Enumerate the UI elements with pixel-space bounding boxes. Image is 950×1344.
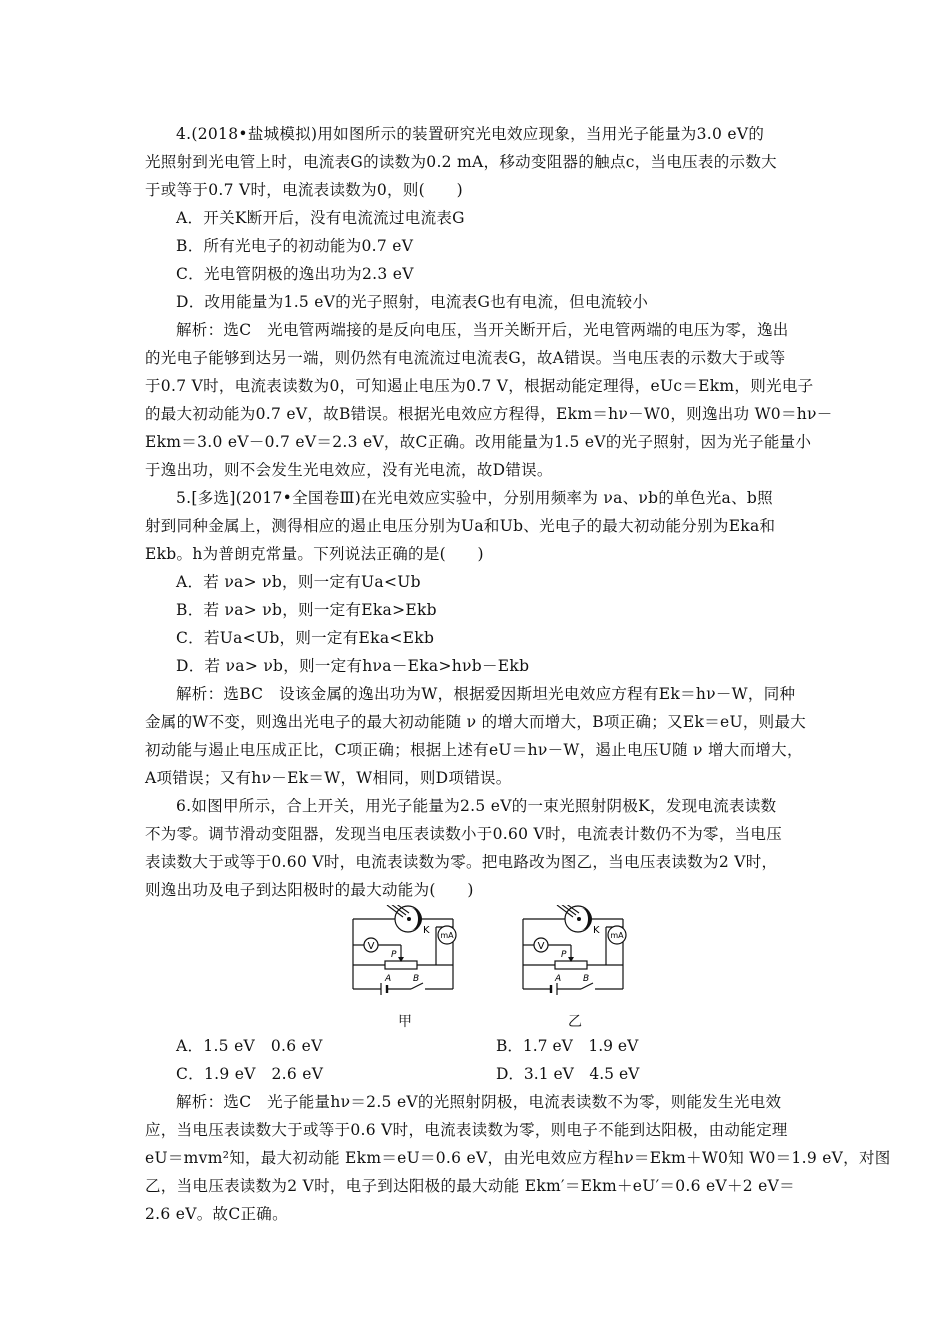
q6-stem-line-4: 则逸出功及电子到达阳极时的最大动能为( ) bbox=[145, 881, 474, 899]
q4-option-b: B．所有光电子的初动能为0.7 eV bbox=[176, 237, 414, 255]
voltmeter-label: V bbox=[537, 941, 545, 952]
figure-caption-yi: 乙 bbox=[568, 1014, 582, 1030]
end-b-label: B bbox=[413, 974, 420, 984]
q5-stem-line-1: 5.[多选](2017•全国卷Ⅲ)在光电效应实验中，分别用频率为 νa、νb的单色光a、b照 bbox=[176, 489, 773, 507]
slider-label: P bbox=[561, 950, 567, 960]
cathode-label: K bbox=[593, 925, 600, 936]
q4-stem-line-3: 于或等于0.7 V时，电流表读数为0，则( ) bbox=[145, 181, 463, 199]
q5-analysis-line-1: 解析：选BC 设该金属的逸出功为W，根据爱因斯坦光电效应方程有Ek＝hν－W，同种 bbox=[176, 685, 796, 703]
q6-analysis-line-2: 应，当电压表读数大于或等于0.6 V时，电流表读数为零，则电子不能到达阳极，由动能定理 bbox=[145, 1121, 788, 1139]
q5-option-c: C．若Ua<Ub，则一定有Eka<Ekb bbox=[176, 629, 435, 647]
q6-option-a: A．1.5 eV 0.6 eV bbox=[176, 1037, 323, 1055]
q4-analysis-line-4: 的最大初动能为0.7 eV，故B错误。根据光电效应方程得，Ekm＝hν－W0，则逸出功 W0＝hν－ bbox=[145, 405, 833, 423]
ammeter-label: mA bbox=[610, 931, 624, 940]
q4-analysis-line-2: 的光电子能够到达另一端，则仍然有电流流过电流表G，故A错误。当电压表的示数大于或等 bbox=[145, 349, 786, 367]
circuit-diagram-jia bbox=[345, 905, 465, 1015]
voltmeter-label: V bbox=[367, 941, 375, 952]
q6-analysis-line-5: 2.6 eV。故C正确。 bbox=[145, 1205, 288, 1223]
q6-option-b: B．1.7 eV 1.9 eV bbox=[496, 1037, 639, 1055]
q6-stem-line-3: 表读数大于或等于0.60 V时，电流表读数为零。把电路改为图乙，当电压表读数为2 V时， bbox=[145, 853, 778, 871]
q4-option-c: C．光电管阴极的逸出功为2.3 eV bbox=[176, 265, 414, 283]
circuit-figure-yi bbox=[515, 905, 635, 1030]
q5-stem-line-2: 射到同种金属上，测得相应的遏止电压分别为Ua和Ub、光电子的最大初动能分别为Eka和 bbox=[145, 517, 776, 535]
q4-analysis-line-6: 于逸出功，则不会发生光电效应，没有光电流，故D错误。 bbox=[145, 461, 553, 479]
circuit-figures bbox=[345, 905, 645, 1030]
q6-analysis-line-3: eU＝mvm²知，最大初动能 Ekm＝eU＝0.6 eV，由光电效应方程hν＝Ekm＋W0知 W0＝1.9 eV，对图 bbox=[145, 1149, 891, 1167]
figure-caption-jia: 甲 bbox=[398, 1014, 412, 1030]
ammeter-label: mA bbox=[440, 931, 454, 940]
slider-label: P bbox=[391, 950, 397, 960]
end-a-label: A bbox=[385, 974, 392, 984]
q6-stem-line-1: 6.如图甲所示，合上开关，用光子能量为2.5 eV的一束光照射阴极K，发现电流表读数 bbox=[176, 797, 777, 815]
q4-option-d: D．改用能量为1.5 eV的光子照射，电流表G也有电流，但电流较小 bbox=[176, 293, 649, 311]
q4-analysis-line-5: Ekm＝3.0 eV－0.7 eV＝2.3 eV，故C正确。改用能量为1.5 eV的光子照射，因为光子能量小 bbox=[145, 433, 812, 451]
cathode-label: K bbox=[423, 925, 430, 936]
q4-analysis-line-1: 解析：选C 光电管两端接的是反向电压，当开关断开后，光电管两端的电压为零，逸出 bbox=[176, 321, 789, 339]
q4-option-a: A．开关K断开后，没有电流流过电流表G bbox=[176, 209, 465, 227]
q6-option-c: C．1.9 eV 2.6 eV bbox=[176, 1065, 324, 1083]
end-a-label: A bbox=[555, 974, 562, 984]
circuit-figure-jia bbox=[345, 905, 465, 1030]
q5-analysis-line-3: 初动能与遏止电压成正比，C项正确；根据上述有eU＝hν－W，遏止电压U随 ν 增大而增大， bbox=[145, 741, 803, 759]
q4-analysis-line-3: 于0.7 V时，电流表读数为0，可知遏止电压为0.7 V，根据动能定理得，eUc＝Ekm，则光电子 bbox=[145, 377, 814, 395]
q5-analysis-line-2: 金属的W不变，则逸出光电子的最大初动能随 ν 的增大而增大，B项正确；又Ek＝eU，则最大 bbox=[145, 713, 807, 731]
end-b-label: B bbox=[583, 974, 590, 984]
q5-analysis-line-4: A项错误；又有hν－Ek＝W，W相同，则D项错误。 bbox=[145, 769, 512, 787]
q6-stem-line-2: 不为零。调节滑动变阻器，发现当电压表读数小于0.60 V时，电流表计数仍不为零，当电压 bbox=[145, 825, 783, 843]
q6-option-d: D．3.1 eV 4.5 eV bbox=[496, 1065, 640, 1083]
q5-stem-line-3: Ekb。h为普朗克常量。下列说法正确的是( ) bbox=[145, 545, 484, 563]
q4-stem-line-2: 光照射到光电管上时，电流表G的读数为0.2 mA，移动变阻器的触点c，当电压表的示数大 bbox=[145, 153, 777, 171]
circuit-diagram-yi bbox=[515, 905, 635, 1015]
q4-stem-line-1: 4.(2018•盐城模拟)用如图所示的装置研究光电效应现象，当用光子能量为3.0 eV的 bbox=[176, 125, 765, 143]
q5-option-b: B．若 νa> νb，则一定有Eka>Ekb bbox=[176, 601, 437, 619]
q6-analysis-line-1: 解析：选C 光子能量hν＝2.5 eV的光照射阴极，电流表读数不为零，则能发生光电效 bbox=[176, 1093, 782, 1111]
q5-option-a: A．若 νa> νb，则一定有Ua<Ub bbox=[176, 573, 421, 591]
q5-option-d: D．若 νa> νb，则一定有hνa－Eka>hνb－Ekb bbox=[176, 657, 530, 675]
q6-analysis-line-4: 乙，当电压表读数为2 V时，电子到达阳极的最大动能 Ekm′＝Ekm＋eU′＝0.6 eV＋2 eV＝ bbox=[145, 1177, 795, 1195]
